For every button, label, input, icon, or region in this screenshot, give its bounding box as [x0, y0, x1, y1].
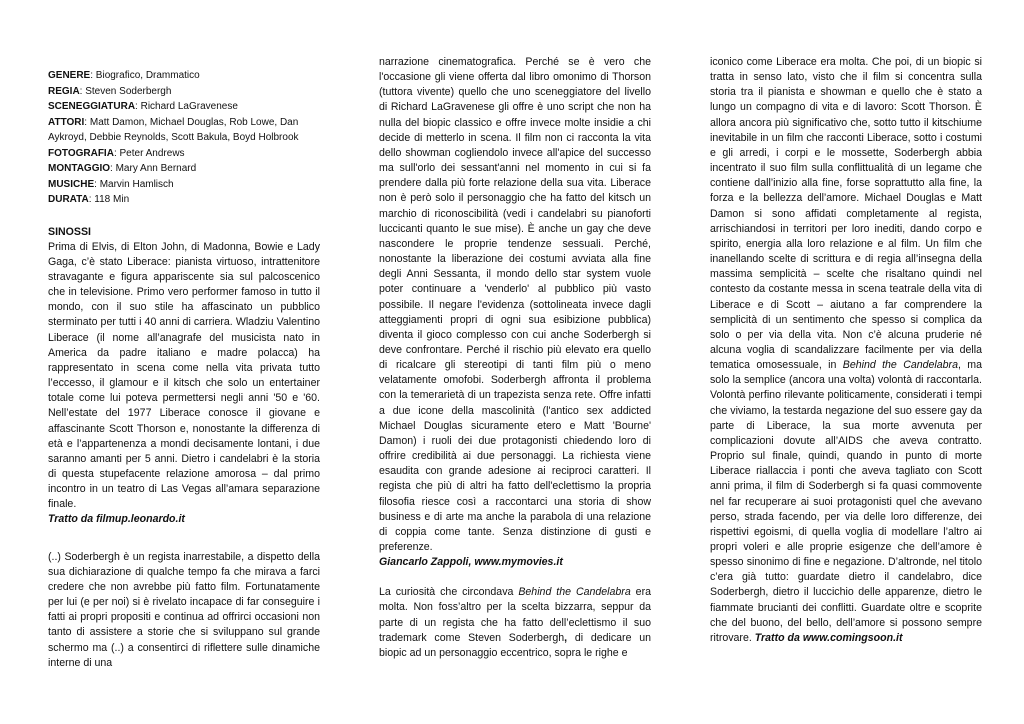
column-left	[48, 68, 320, 671]
credit-label: GENERE	[48, 70, 91, 81]
review1-source: Giancarlo Zappoli, www.mymovies.it	[379, 556, 563, 569]
credit-label: FOTOGRAFIA	[48, 147, 114, 159]
credit-value: Steven Soderbergh	[85, 85, 172, 97]
credit-label: SCENEGGIATURA	[48, 101, 136, 112]
column-middle	[379, 55, 651, 661]
credit-value: Matt Damon, Michael Douglas, Rob Lowe, Dan Aykroyd, Debbie Reynolds, Scott Bakula, Boyd Holbrook	[48, 116, 299, 143]
credit-attori: ATTORI: Matt Damon, Michael Douglas, Rob Lowe, Dan Aykroyd, Debbie Reynolds, Scott Bakula, Boyd Holbrook	[48, 116, 299, 143]
credit-label: REGIA	[48, 85, 80, 97]
credit-value: 118 Min	[94, 194, 130, 205]
review2-intro: La curiosità che circondava	[379, 586, 519, 599]
credit-value: Peter Andrews	[119, 147, 185, 159]
credit-genere: GENERE: Biografico, Drammatico	[48, 70, 200, 81]
review2-intro-end: di dedicare un biopic ad un personaggio eccentrico, sopra le righe e	[379, 631, 651, 659]
credit-fotografia: FOTOGRAFIA: Peter Andrews	[48, 147, 185, 159]
credit-label: ATTORI	[48, 116, 85, 128]
credit-label: MONTAGGIO	[48, 163, 111, 174]
credit-label: MUSICHE	[48, 178, 95, 190]
synopsis-source: Tratto da filmup.leonardo.it	[48, 513, 185, 526]
credit-value: Biografico, Drammatico	[95, 70, 200, 81]
credit-musiche: MUSICHE: Marvin Hamlisch	[48, 178, 174, 190]
credit-regia: REGIA: Steven Soderbergh	[48, 85, 172, 97]
review2-intro-cont: era molta. Non foss’altro per la scelta bizzarra, seppur da parte di un regista che ha fatto dell’eclettismo il suo trademark come Steven Soderbergh	[379, 586, 651, 644]
review2-body-a: iconico come Liberace era molta. Che poi, di un biopic si tratta in senso lato, visto che il film si concentra sulla storia tra il pianista e showman e quello che è stato a lungo un compagno di vita e di lavoro: Scott Thorson. È allora ancora più significativo che, sotto tutto il kitschiume inevitabile in un film che racconti Liberace, sotto i costumi e gli arredi, i corpi e le mossette, Soderbergh abbia incentrato il suo film sulla conflittualità di un legame che contiene dall’inizio alla fine, forse soprattutto alla fine, la forza e la bellezza dell’amore. Michael Douglas e Matt Damon si sono affidati completamente al regista, arrischiandosi in territori per loro inediti, dando corpo e spirito, energia alla loro relazione e al film. Un film che inanellando scelte di scrittura e di regia all’insegna della massima semplicità – scelte che risaltano quindi nel contesto da costante messa in scena teatrale della vita di Liberace e di Scott – aiutano a far comprendere la semplicità di un sentimento che spesso si complica da solo o per via della vita. Non c’è alcuna pruderie né alcuna voglia di scandalizzare facilmente per via della tematica omosessuale, in	[710, 56, 982, 372]
credit-value: Richard LaGravenese	[140, 101, 238, 112]
credit-value: Mary Ann Bernard	[115, 163, 197, 174]
review2-comma: ,	[564, 631, 568, 644]
review1-text-part1: (..) Soderbergh è un regista inarrestabile, a dispetto della sua dichiarazione di qualche tempo fa che mirava a farci credere che non avrebbe più fatto film. Fortunatamente per lui (e per noi) si è rivelato incapace di far conseguire i fatti ai propri propositi e continua ad offrirci occasioni non tanto di assistere a storie che si sviluppano sul grande schermo ma (..) a consentirci di riflettere sulle dinamiche interne di una	[48, 550, 320, 669]
credit-montaggio: MONTAGGIO: Mary Ann Bernard	[48, 163, 197, 174]
column-right	[710, 55, 982, 646]
synopsis-text: Prima di Elvis, di Elton John, di Madonna, Bowie e Lady Gaga, c’è stato Liberace: pianista virtuoso, intrattenitore stravagante e figura appariscente sia sul palcoscenico che in televisione. Primo vero performer famoso in tutto il mondo, con il suo stile ha affascinato un pubblico sterminato per tutti i 40 anni di carriera. Wladziu Valentino Liberace (il nome all’anagrafe del musicista nato in America da padre italiano e madre polacca) ha rappresentato in scena come nella vita privata tutto l’eccesso, il glamour e il kitsch che solo un entertainer totale come lui poteva permettersi negli anni '50 e '60. Nell’estate del 1977 Liberace conosce il giovane e affascinante Scott Thorson e, nonostante la differenza di età e l’appartenenza a mondi decisamente lontani, i due saranno amanti per 5 anni. Dietro i candelabri è la storia di questa stupefacente relazione amorosa – dal primo incontro in un teatro di Las Vegas all’amara separazione finale.	[48, 240, 320, 511]
credit-value: Marvin Hamlisch	[99, 178, 174, 190]
review2-text-part2	[710, 55, 982, 646]
film-title: Behind the Candelabra	[518, 586, 631, 599]
review1-text-part2: narrazione cinematografica. Perché se è vero che l'occasione gli viene offerta dal libro omonimo di Thorson (tuttora vivente) quello che uno sceneggiatore del livello di Richard LaGravenese gli offre è uno script che non ha nulla del biopic classico e offre invece molte insidie a chi decide di metterlo in scena. Il film non ci racconta la vita dello showman cogliendolo invece all'apice del successo ma sull'orlo dei sessant'anni nel momento in cui si fa prendere dalla più forte relazione della sua vita. Liberace non è però solo il personaggio che ha fatto del kitsch un marchio di riconoscibilità (vedi i candelabri su pianoforti luccicanti quanto le sue mise). È anche un gay che deve nascondere le proprie tendenze sessuali. Perché, nonostante la liberazione dei costumi avviata alla fine degli Anni Sessanta, il mondo dello star system vuole poter continuare a 'venderlo' al pubblico più vasto possibile. Il negare l'evidenza (sottolineata invece dagli atteggiamenti propri di ogni sua esibizione pubblica) diventa il gioco complesso con cui anche Soderbergh si deve confrontare. Perché il rischio più elevato era quello di ricalcare gli stereotipi di tanti film più o meno velatamente omofobi. Soderbergh affronta il problema con la temerarietà di un trapezista senza rete. Offre infatti a due icone della mascolinità (l'antico sex addicted Michael Douglas sicuramente etero e Matt 'Bourne' Damon) i ruoli dei due protagonisti chiedendo loro di offrire credibilità ai due personaggi. La richiesta viene esaudita con grande adesione ai reciproci caratteri. Il regista che più di altri ha fatto dell'eclettismo la propria filosofia riesce così a raccontarci una storia di show business e di arte ma anche la parabola di una relazione di coppia come tante. Senza distinzione di gusti e preferenze.	[379, 56, 651, 553]
review2-body-b: , ma solo la semplice (ancora una volta) volontà di raccontarla. Volontà perfino rilevante politicamente, considerati i tempi che viviamo, la testarda negazione del suo essere gay da parte di Liberace, la sua morte avvenuta per complicazioni dovute all’AIDS che aveva contratto. Proprio sul finale, quindi, quando in punto di morte Liberace riallaccia i ponti che aveva tagliato con Scott anni prima, il film di Soderbergh si fa quasi commovente nel far recuperare ai suoi protagonisti quel che avevano perso, strada facendo, per via delle loro differenze, dei rispettivi egoismi, di quella voglia di modellare l’altro ai propri voleri e alle proprie esigenze che dell’amore è spesso sinonimo di fine e negazione. D’altronde, nel titolo c’era già tutto: guardate dietro il candelabro, dice Soderbergh, dietro il luccichio delle apparenze, dietro le fiammate brucianti dei conflitti. Guardate oltre e scoprite che del buono, del bello, dell’amore si possono sempre ritrovare.	[710, 359, 982, 644]
film-title: Behind the Candelabra	[842, 359, 958, 372]
synopsis-title: SINOSSI	[48, 225, 91, 238]
review2-source: Tratto da www.comingsoon.it	[754, 631, 903, 644]
credit-sceneggiatura: SCENEGGIATURA: Richard LaGravenese	[48, 101, 238, 112]
review2-text-part1	[379, 585, 651, 661]
credit-durata: DURATA: 118 Min	[48, 194, 130, 205]
credit-label: DURATA	[48, 194, 89, 205]
